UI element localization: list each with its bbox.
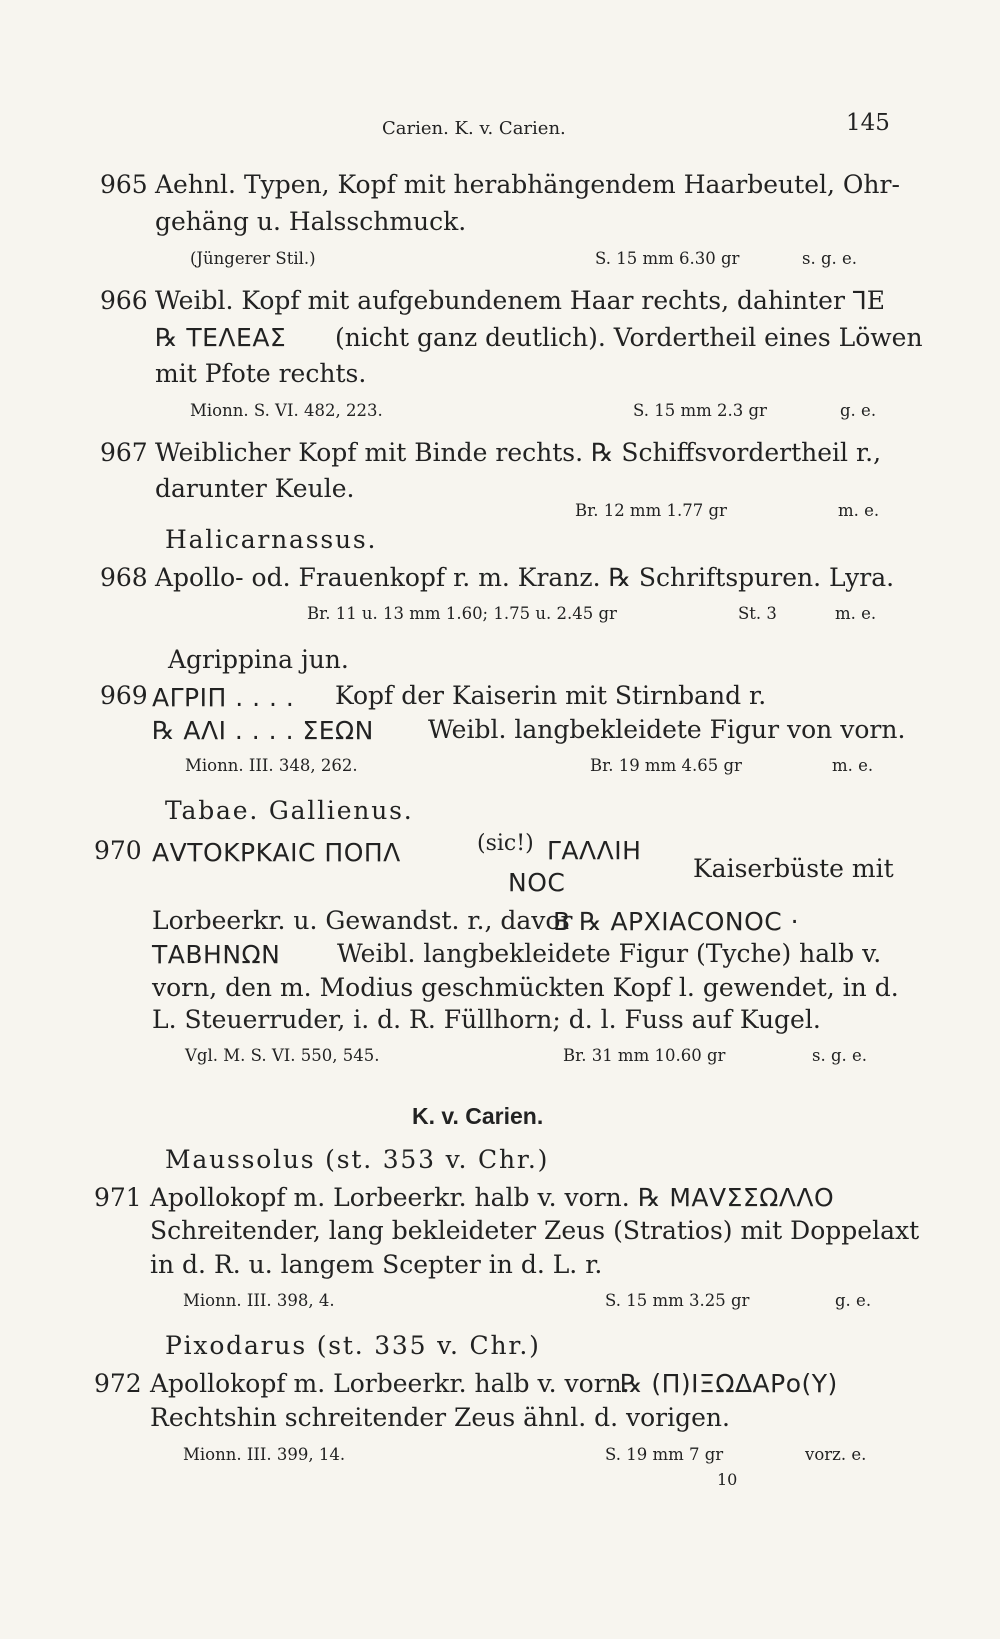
entry-968-line: Apollo- od. Frauenkopf r. m. Kranz. ℞ Schriftspuren. Lyra.: [155, 563, 895, 592]
entry-972-line: Rechtshin schreitender Zeus ähnl. d. vorigen.: [150, 1403, 730, 1432]
entry-966-reference: Mionn. S. VI. 482, 223.: [190, 401, 383, 420]
ruler-heading: Agrippina jun.: [168, 645, 349, 674]
entry-971-legend: ℞ ΜΑVΣΣΩΛΛΟ: [638, 1183, 835, 1212]
entry-972-line: Apollokopf m. Lorbeerkr. halb v. vorn.: [150, 1369, 630, 1398]
entry-967-line: Weiblicher Kopf mit Binde rechts. ℞ Schiffsvordertheil r.,: [155, 438, 882, 467]
entry-971-line: in d. R. u. langem Scepter in d. L. r.: [150, 1250, 603, 1279]
entry-970-line: Lorbeerkr. u. Gewandst. r., davor: [152, 906, 573, 935]
entry-968-metal: Br. 11 u. 13 mm 1.60; 1.75 u. 2.45 gr: [307, 604, 617, 623]
entry-971-line: Schreitender, lang bekleideter Zeus (Stratios) mit Doppelaxt: [150, 1216, 920, 1245]
entry-965-grade: s. g. e.: [802, 249, 858, 268]
entry-970-legend: ΑVΤΟΚΡΚΑΙϹ ΠΟΠΛ: [152, 838, 401, 867]
entry-967-metal: Br. 12 mm 1.77 gr: [575, 501, 727, 520]
entry-966-line: mit Pfote rechts.: [155, 359, 367, 388]
entry-965-number: 965: [100, 170, 148, 199]
entry-969-line: Weibl. langbekleidete Figur von vorn.: [428, 715, 906, 744]
entry-969-grade: m. e.: [832, 756, 874, 775]
entry-970-sic: (sic!): [477, 831, 534, 856]
entry-966-metal: S. 15 mm 2.3 gr: [633, 401, 767, 420]
entry-969-reference: Mionn. III. 348, 262.: [185, 756, 358, 775]
entry-969-legend: ΑΓΡΙΠ . . . .: [152, 683, 295, 712]
entry-965-reference: (Jüngerer Stil.): [190, 249, 316, 268]
entry-966-number: 966: [100, 286, 148, 315]
entry-970-grade: s. g. e.: [812, 1046, 868, 1065]
entry-968-grade: m. e.: [835, 604, 877, 623]
ruler-heading: Pixodarus (st. 335 v. Chr.): [165, 1331, 541, 1360]
city-heading: Tabae. Gallienus.: [165, 796, 414, 825]
entry-969-legend: ℞ ΑΛΙ . . . . ΣΕΩΝ: [152, 716, 374, 745]
page-number: 145: [846, 110, 890, 136]
entry-967-line: darunter Keule.: [155, 474, 355, 503]
entry-972-reference: Mionn. III. 399, 14.: [183, 1445, 346, 1464]
entry-970-line: vorn, den m. Modius geschmückten Kopf l. gewendet, in d.: [152, 973, 899, 1002]
entry-970-line: L. Steuerruder, i. d. R. Füllhorn; d. l. Fuss auf Kugel.: [152, 1005, 821, 1034]
entry-970-reference: Vgl. M. S. VI. 550, 545.: [185, 1046, 380, 1065]
entry-968-count: St. 3: [738, 604, 777, 623]
entry-971-number: 971: [94, 1183, 142, 1212]
entry-969-line: Kopf der Kaiserin mit Stirnband r.: [335, 681, 767, 710]
entry-970-number: 970: [94, 836, 142, 865]
running-title: Carien. K. v. Carien.: [382, 118, 566, 139]
entry-969-number: 969: [100, 681, 148, 710]
entry-971-reference: Mionn. III. 398, 4.: [183, 1291, 335, 1310]
entry-971-grade: g. e.: [835, 1291, 872, 1310]
entry-968-number: 968: [100, 563, 148, 592]
ruler-heading: Maussolus (st. 353 v. Chr.): [165, 1145, 550, 1174]
entry-970-legend: ΓΑΛΛΙΗ: [547, 836, 642, 865]
entry-972-metal: S. 19 mm 7 gr: [605, 1445, 724, 1464]
entry-966-line: Weibl. Kopf mit aufgebundenem Haar rechts, dahinter ⅂E: [155, 286, 886, 315]
entry-965-line: gehäng u. Halsschmuck.: [155, 207, 467, 236]
entry-966-legend: ℞ ΤΕΛΕΑΣ: [155, 323, 287, 352]
city-heading: Halicarnassus.: [165, 525, 378, 554]
entry-972-legend: ℞ (Π)ΙΞΩΔΑΡo(Υ): [620, 1369, 838, 1398]
entry-971-line: Apollokopf m. Lorbeerkr. halb v. vorn.: [150, 1183, 630, 1212]
entry-967-grade: m. e.: [838, 501, 880, 520]
entry-965-metal: S. 15 mm 6.30 gr: [595, 249, 740, 268]
entry-969-metal: Br. 19 mm 4.65 gr: [590, 756, 742, 775]
entry-970-metal: Br. 31 mm 10.60 gr: [563, 1046, 726, 1065]
entry-970-legend: ΤΑΒΗΝΩΝ: [152, 940, 281, 969]
entry-971-metal: S. 15 mm 3.25 gr: [605, 1291, 750, 1310]
entry-967-number: 967: [100, 438, 148, 467]
entry-966-line: (nicht ganz deutlich). Vordertheil eines Löwen: [335, 323, 923, 352]
sheet-number: 10: [717, 1470, 738, 1489]
entry-970-line: Kaiserbüste mit: [693, 854, 894, 883]
entry-965-line: Aehnl. Typen, Kopf mit herabhängendem Haarbeutel, Ohr-: [155, 170, 900, 199]
entry-970-legend: ΝΟϹ: [508, 868, 566, 897]
section-heading: K. v. Carien.: [412, 1103, 544, 1129]
entry-972-grade: vorz. e.: [805, 1445, 867, 1464]
entry-970-legend: Β ℞ ΑΡΧΙΑϹΟΝΟϹ ·: [553, 907, 800, 936]
entry-966-grade: g. e.: [840, 401, 877, 420]
entry-972-number: 972: [94, 1369, 142, 1398]
entry-970-line: Weibl. langbekleidete Figur (Tyche) halb v.: [337, 939, 882, 968]
